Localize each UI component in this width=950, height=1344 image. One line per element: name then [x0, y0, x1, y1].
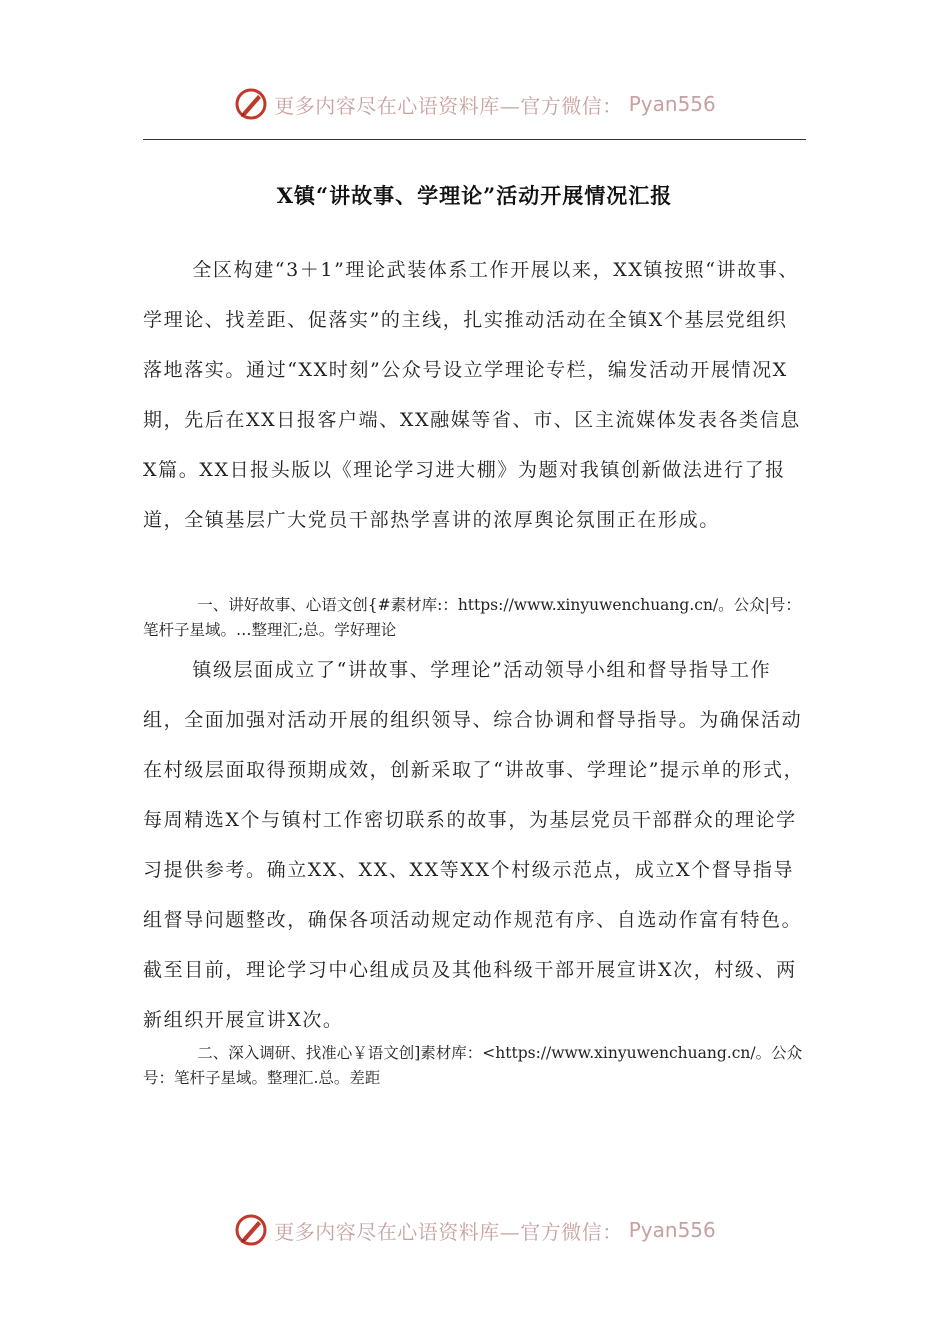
banner-wechat-id: Pyan556: [628, 1218, 716, 1242]
header-divider: [143, 139, 806, 140]
section-heading-1: 一、讲好故事、心语文创{#素材库:：https://www.xinyuwenchuang.cn/。公众|号：笔杆子星域。…整理汇;总。学好理论: [143, 596, 801, 639]
document-title: X镇“讲故事、学理论”活动开展情况汇报: [276, 183, 673, 208]
body-paragraph-2: 镇级层面成立了“讲故事、学理论”活动领导小组和督导指导工作组，全面加强对活动开展的组织领导、综合协调和督导指导。为确保活动在村级层面取得预期成效，创新采取了“讲故事、学理论”提示单的形式，每周精选X个与镇村工作密切联系的故事，为基层党员干部群众的理论学习提供参考。确立XX、XX、XX等XX个村级示范点，成立X个督导指导组督导问题整改，确保各项活动规定动作规范有序、自选动作富有特色。截至目前，理论学习中心组成员及其他科级干部开展宣讲X次，村级、两新组织开展宣讲X次。: [143, 659, 805, 1031]
pen-logo-icon: [234, 87, 268, 121]
header-banner: [0, 82, 950, 126]
footer-banner: [0, 1208, 950, 1252]
section-heading-2: 二、深入调研、找准心￥语文创]素材库：<https://www.xinyuwenchuang.cn/。公众号：笔杆子星域。整理汇.总。差距: [143, 1044, 803, 1087]
banner-text: 更多内容尽在心语资料库—官方微信：: [274, 93, 623, 118]
pen-logo-icon: [234, 1213, 268, 1247]
body-paragraph-1: 全区构建“3＋1”理论武装体系工作开展以来，XX镇按照“讲故事、学理论、找差距、促落实”的主线，扎实推动活动在全镇X个基层党组织落地落实。通过“XX时刻”公众号设立学理论专栏，编发活动开展情况X期，先后在XX日报客户端、XX融媒等省、市、区主流媒体发表各类信息X篇。XX日报头版以《理论学习进大棚》为题对我镇创新做法进行了报道，全镇基层广大党员干部热学喜讲的浓厚舆论氛围正在形成。: [143, 259, 801, 531]
banner-wechat-id: Pyan556: [628, 92, 716, 116]
banner-text: 更多内容尽在心语资料库—官方微信：: [274, 1219, 623, 1244]
